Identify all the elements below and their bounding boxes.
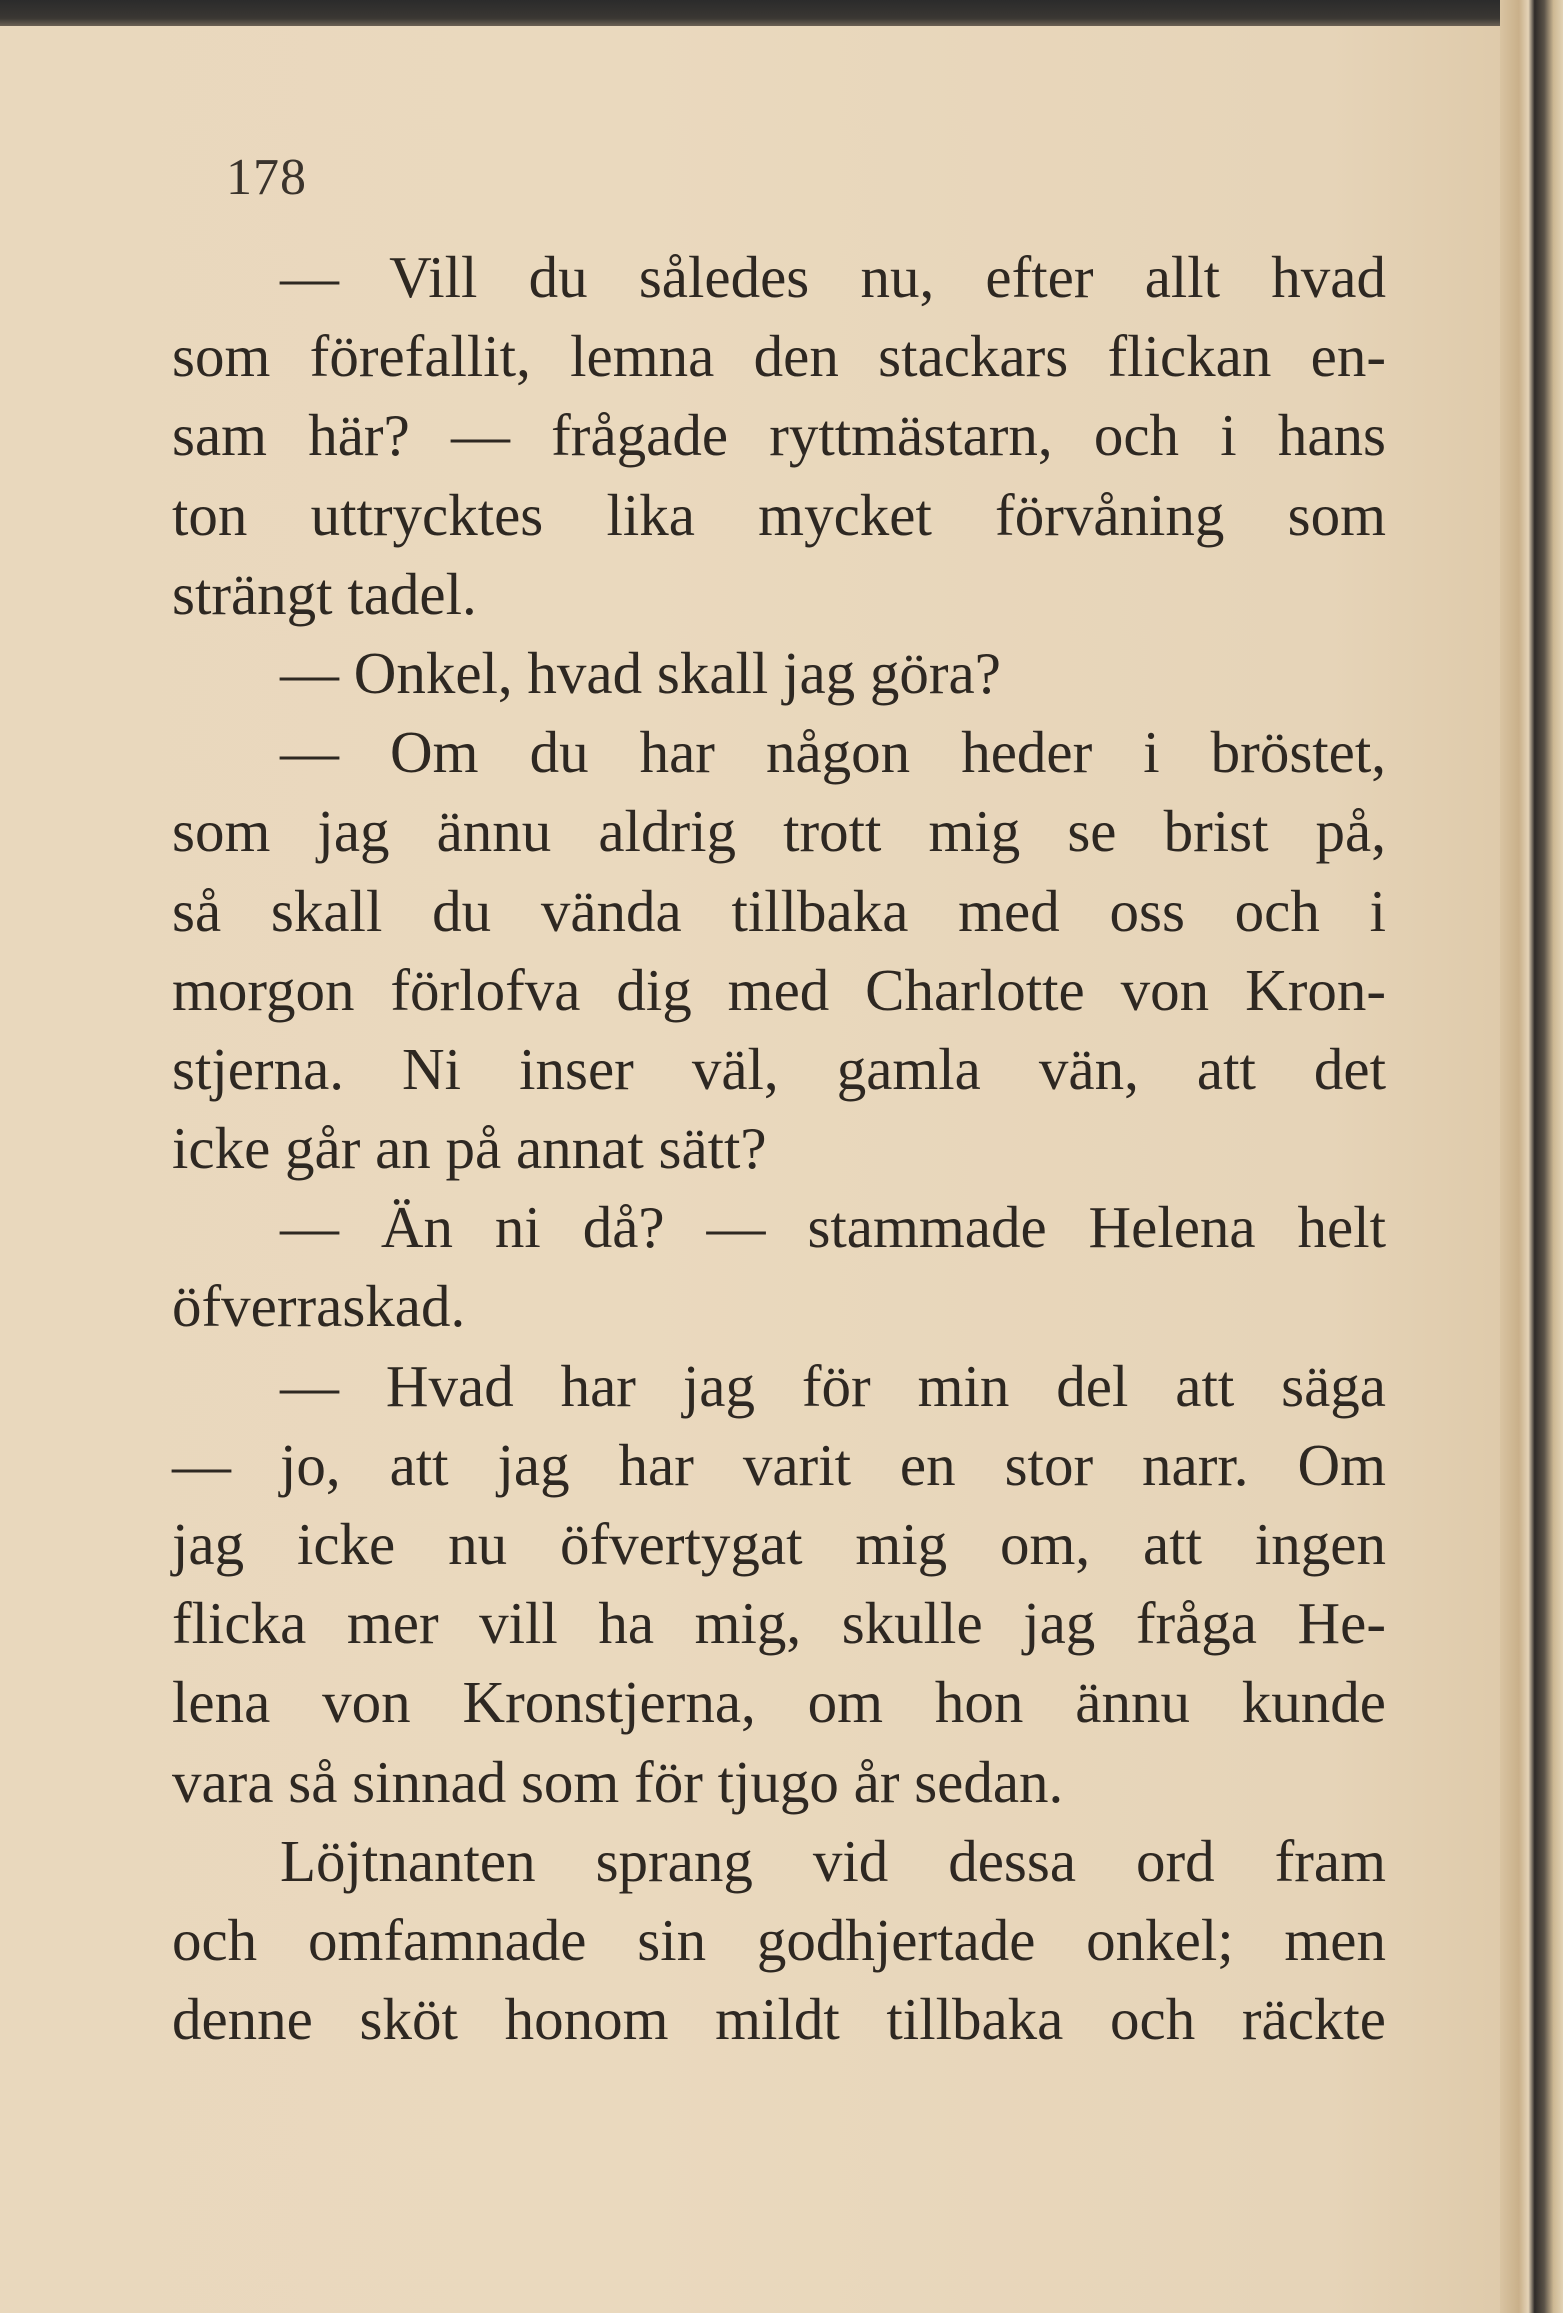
text-line: — Hvad har jag för min del att säga <box>280 1352 1386 1419</box>
page-text-body <box>172 238 1386 2059</box>
text-line: morgon förlofva dig med Charlotte von Kron- <box>172 956 1386 1023</box>
text-line: — jo, att jag har varit en stor narr. Om <box>172 1431 1386 1498</box>
text-line: — Om du har någon heder i bröstet, <box>280 719 1386 786</box>
text-line: lena von Kronstjerna, om hon ännu kunde <box>172 1669 1386 1736</box>
text-line: Löjtnanten sprang vid dessa ord fram <box>280 1827 1386 1894</box>
scan-top-edge <box>0 0 1563 26</box>
page-number: 178 <box>226 149 307 206</box>
book-spine-edge <box>1500 0 1563 2313</box>
text-line: som jag ännu aldrig trott mig se brist på, <box>172 798 1386 865</box>
text-line: jag icke nu öfvertygat mig om, att ingen <box>172 1511 1386 1577</box>
text-line: flicka mer vill ha mig, skulle jag fråga He- <box>172 1590 1386 1657</box>
text-line: öfverraskad. <box>172 1273 466 1340</box>
text-line: och omfamnade sin godhjertade onkel; men <box>172 1906 1386 1973</box>
text-line: som förefallit, lemna den stackars flickan en- <box>172 323 1386 390</box>
text-line: denne sköt honom mildt tillbaka och räckte <box>172 1986 1386 2053</box>
text-line: strängt tadel. <box>172 560 477 627</box>
text-line: vara så sinnad som för tjugo år sedan. <box>172 1748 1064 1815</box>
text-line: icke går an på annat sätt? <box>172 1115 767 1182</box>
text-line: sam här? — frågade ryttmästarn, och i hans <box>172 402 1386 469</box>
text-line: — Än ni då? — stammade Helena helt <box>280 1194 1386 1261</box>
text-line: stjerna. Ni inser väl, gamla vän, att det <box>172 1035 1386 1102</box>
text-line: ton uttrycktes lika mycket förvåning som <box>172 481 1386 548</box>
text-line: — Vill du således nu, efter allt hvad <box>280 244 1386 310</box>
text-line: — Onkel, hvad skall jag göra? <box>280 639 1001 706</box>
text-line: så skall du vända tillbaka med oss och i <box>172 877 1386 944</box>
